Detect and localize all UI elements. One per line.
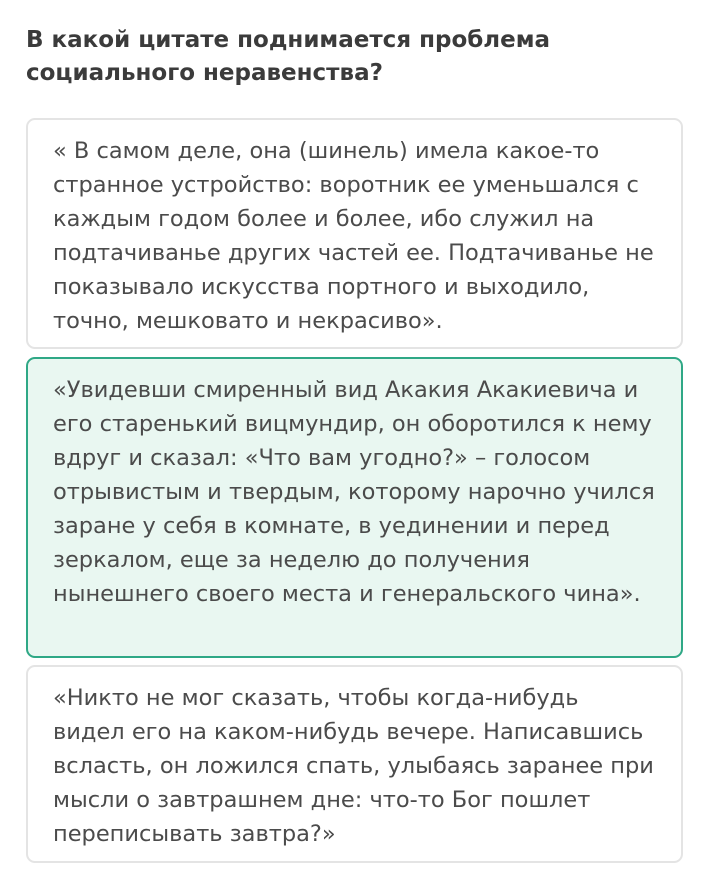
answer-option-1[interactable]	[26, 118, 683, 349]
answer-option-3[interactable]	[26, 665, 683, 863]
question-title: В какой цитате поднимается проблема социального неравенства?	[26, 27, 551, 86]
answer-option-2-text: «Увидевши смиренный вид Акакия Акакиевича и его старенький вицмундир, он оборотился к нему вдруг и сказал: «Что вам угодно?» – голосом отрывистым и твердым, которому нарочно учился заране у себя в комнате, в уединении и перед зеркалом, еще за неделю до получения нынешнего своего места и генеральского чина».	[53, 377, 655, 607]
answer-option-1-text: « В самом деле, она (шинель) имела какое-то странное устройство: воротник ее уменьшался с каждым годом более и более, ибо служил на подтачиванье других частей ее. Подтачиванье не показывало искусства портного и выходило, точно, мешковато и некрасиво».	[53, 138, 654, 334]
answer-option-2[interactable]	[26, 357, 683, 658]
answer-option-3-text: «Никто не мог сказать, чтобы когда-нибудь видел его на каком-нибудь вечере. Написавшись всласть, он ложился спать, улыбаясь заранее при мысли о завтрашнем дне: что-то Бог пошлет переписывать завтра?»	[53, 685, 654, 847]
